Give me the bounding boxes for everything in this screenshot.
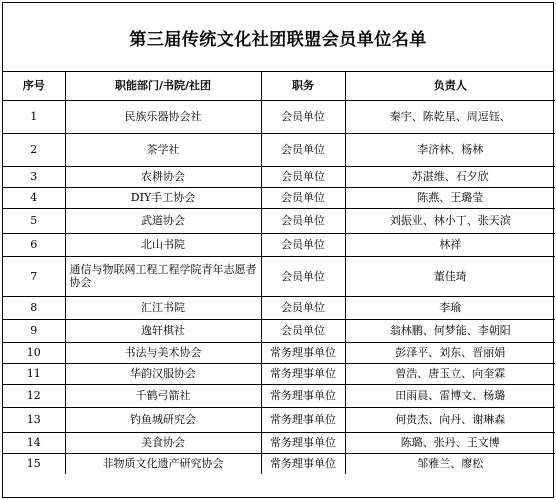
cell-role: 常务理事单位 <box>261 407 345 432</box>
cell-role: 会员单位 <box>261 256 345 296</box>
cell-org: 美食协会 <box>65 432 261 453</box>
document-title: 第三届传统文化社团联盟会员单位名单 <box>129 29 427 50</box>
table-row <box>3 319 555 342</box>
cell-leader: 李瑜 <box>345 296 555 319</box>
cell-org: 通信与物联网工程工程学院青年志愿者协会 <box>65 256 261 296</box>
cell-org: 华韵汉服协会 <box>65 363 261 384</box>
cell-leader: 田雨晨、雷博文、杨璐 <box>345 384 555 407</box>
table-row <box>3 133 555 166</box>
cell-org: 茶学社 <box>65 133 261 166</box>
cell-no: 8 <box>3 296 65 319</box>
cell-role: 会员单位 <box>261 166 345 187</box>
table-row <box>3 342 555 363</box>
cell-no: 12 <box>3 384 65 407</box>
cell-org: 民族乐器协会社 <box>65 100 261 133</box>
cell-role: 会员单位 <box>261 208 345 233</box>
header-role: 职务 <box>261 72 345 100</box>
table-row <box>3 166 555 187</box>
cell-no: 13 <box>3 407 65 432</box>
cell-role: 会员单位 <box>261 100 345 133</box>
cell-role: 会员单位 <box>261 319 345 342</box>
cell-leader: 翁林鹏、何梦能、李朝阳 <box>345 319 555 342</box>
cell-no: 4 <box>3 187 65 208</box>
cell-role: 常务理事单位 <box>261 363 345 384</box>
header-no: 序号 <box>3 72 65 100</box>
cell-org: 非物质文化遗产研究协会 <box>65 453 261 474</box>
cell-no: 7 <box>3 256 65 296</box>
cell-leader: 刘振业、林小丁、张天滨 <box>345 208 555 233</box>
table-row <box>3 384 555 407</box>
table-row <box>3 233 555 256</box>
cell-role: 常务理事单位 <box>261 432 345 453</box>
cell-leader: 陈燕、王璐莹 <box>345 187 555 208</box>
header-org: 职能部门/书院/社团 <box>65 72 261 100</box>
cell-role: 会员单位 <box>261 296 345 319</box>
cell-role: 会员单位 <box>261 133 345 166</box>
cell-no: 1 <box>3 100 65 133</box>
cell-leader: 林祥 <box>345 233 555 256</box>
cell-leader: 彭泽平、刘东、晋丽娟 <box>345 342 555 363</box>
cell-leader: 李济林、杨林 <box>345 133 555 166</box>
cell-org: 千鹤弓箭社 <box>65 384 261 407</box>
table-row <box>3 432 555 453</box>
cell-leader: 苏湛维、石夕欣 <box>345 166 555 187</box>
member-table <box>3 72 555 474</box>
cell-leader: 曾浩、唐玉立、向奎霖 <box>345 363 555 384</box>
cell-role: 会员单位 <box>261 187 345 208</box>
table-row <box>3 453 555 474</box>
cell-no: 15 <box>3 453 65 474</box>
cell-org: 农耕协会 <box>65 166 261 187</box>
cell-role: 常务理事单位 <box>261 384 345 407</box>
cell-role: 常务理事单位 <box>261 453 345 474</box>
cell-no: 11 <box>3 363 65 384</box>
cell-leader: 秦宇、陈乾星、周逗钰、 <box>345 100 555 133</box>
cell-no: 5 <box>3 208 65 233</box>
cell-no: 10 <box>3 342 65 363</box>
cell-org: 汇江书院 <box>65 296 261 319</box>
cell-role: 常务理事单位 <box>261 342 345 363</box>
cell-no: 3 <box>3 166 65 187</box>
cell-org: 钓鱼城研究会 <box>65 407 261 432</box>
title-row <box>3 3 553 72</box>
cell-org: 书法与美术协会 <box>65 342 261 363</box>
cell-leader: 邹雅兰、廖松 <box>345 453 555 474</box>
cell-org: 逸轩棋社 <box>65 319 261 342</box>
table-row <box>3 208 555 233</box>
table-row <box>3 407 555 432</box>
header-row <box>3 72 555 100</box>
cell-leader: 董佳琦 <box>345 256 555 296</box>
cell-leader: 陈璐、张丹、王文博 <box>345 432 555 453</box>
cell-no: 14 <box>3 432 65 453</box>
header-leader: 负责人 <box>345 72 555 100</box>
member-list-sheet <box>2 2 554 498</box>
cell-no: 2 <box>3 133 65 166</box>
cell-org: 武道协会 <box>65 208 261 233</box>
table-row <box>3 296 555 319</box>
cell-org: DIY手工协会 <box>65 187 261 208</box>
cell-no: 9 <box>3 319 65 342</box>
cell-leader: 何贵杰、向丹、谢琳森 <box>345 407 555 432</box>
cell-no: 6 <box>3 233 65 256</box>
table-row <box>3 187 555 208</box>
cell-role: 会员单位 <box>261 233 345 256</box>
cell-org: 北山书院 <box>65 233 261 256</box>
table-row <box>3 256 555 296</box>
table-row <box>3 100 555 133</box>
table-row <box>3 363 555 384</box>
